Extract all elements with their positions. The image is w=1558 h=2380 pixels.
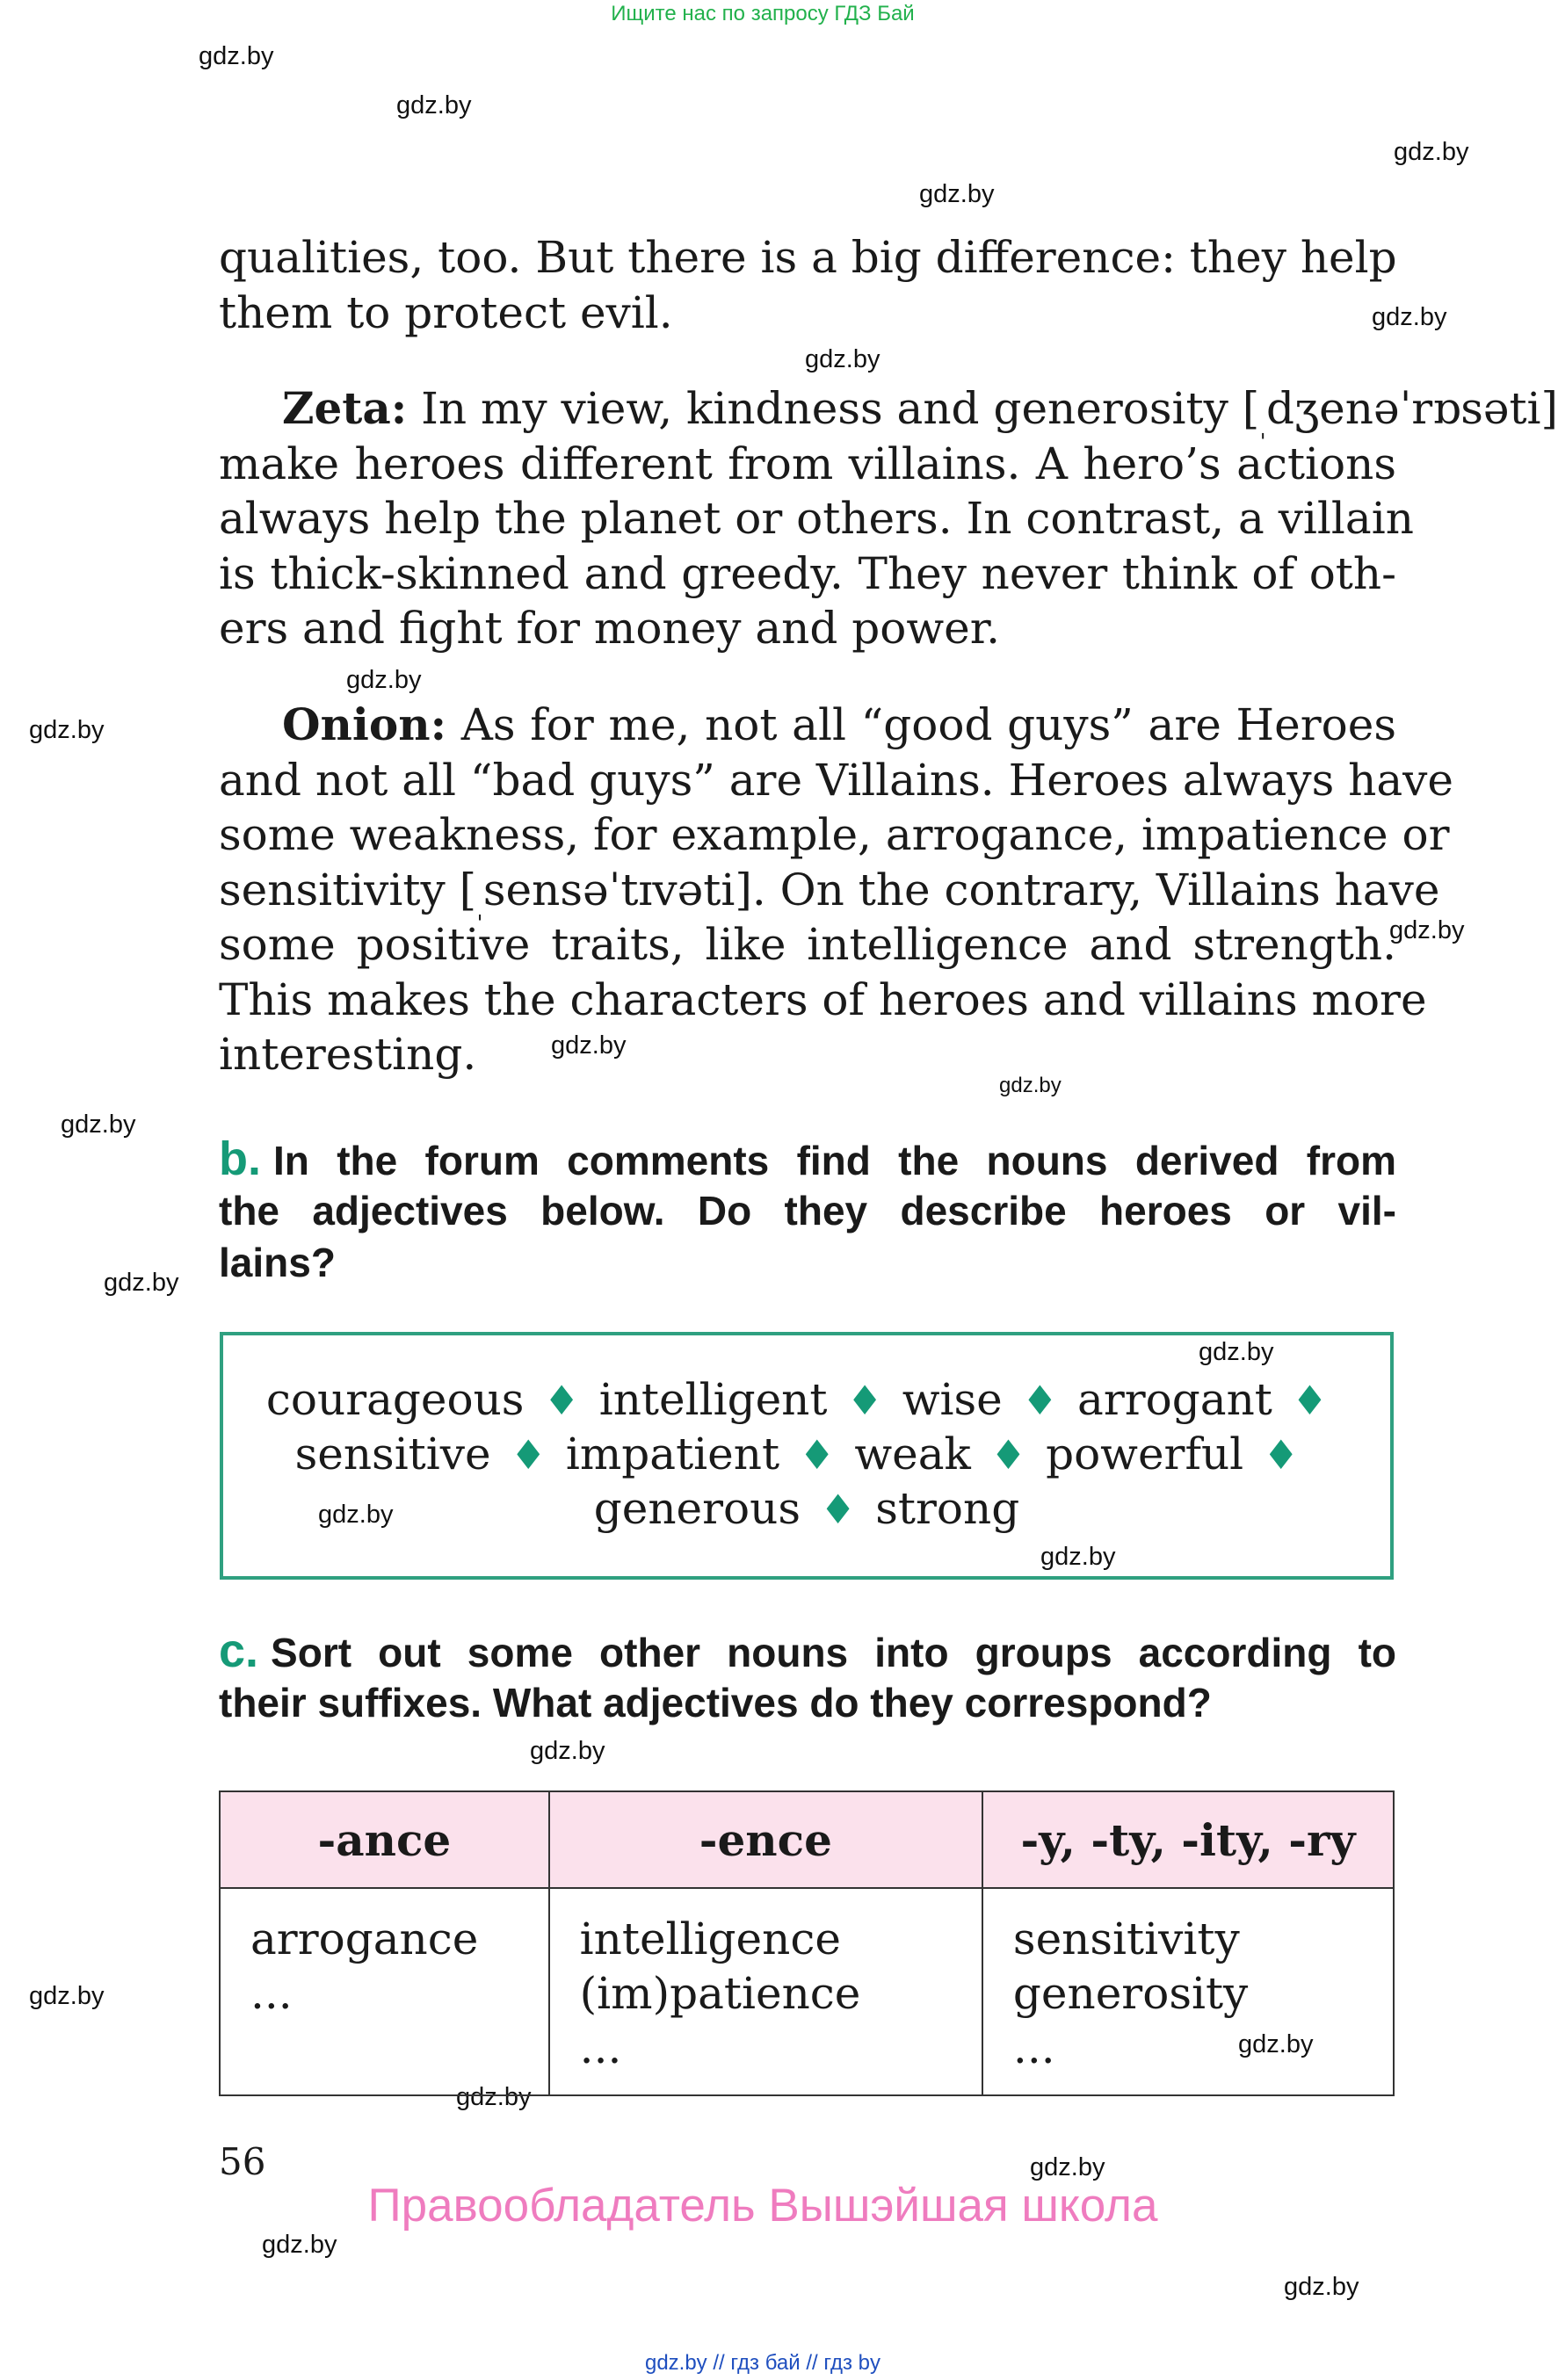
task-letter: c. [219,1624,259,1677]
copyright-notice: Правообладатель Вышэйшая школа [367,2180,1158,2232]
text-line: interesting. [219,1029,477,1080]
watermark: gdz.by [1389,916,1465,944]
text-fragment: sensitivity [ [219,864,477,915]
word: generous [593,1483,801,1534]
cell-word: ... [1012,2022,1055,2073]
word-row [223,1429,1390,1479]
text-line: ers and fight for money and power. [219,603,1001,654]
ipa-text: dʒenəˈrɒsəti] [1265,383,1558,434]
task-b [219,1133,1396,1289]
word: powerful [1046,1429,1244,1479]
word: arrogant [1077,1374,1272,1425]
column-header: -y, -ty, -ity, -ry [982,1791,1394,1888]
watermark: gdz.by [999,1074,1062,1097]
text-fragment: In my view, kindness and generosity [ [407,383,1260,434]
task-line: the adjectives below. Do they describe heroes or vil- [219,1188,1396,1233]
task-letter: b. [219,1132,261,1185]
search-hint[interactable]: Ищите нас по запросу ГДЗ Бай [611,2,915,25]
word: intelligent [598,1374,828,1425]
table-row [220,1888,1394,2095]
word: strong [875,1483,1020,1534]
watermark: gdz.by [262,2231,337,2259]
task-text: In the forum comments find the nouns derived from [273,1138,1396,1183]
text-line: make heroes different from villains. A hero’s actions [219,438,1396,489]
watermark: gdz.by [318,1501,394,1529]
watermark: gdz.by [1372,303,1447,331]
speaker-onion: Onion: [282,698,447,750]
word: weak [854,1429,971,1479]
text-line: and not all “bad guys” are Villains. Heroes always have [219,754,1453,806]
watermark: gdz.by [1394,138,1469,166]
task-line: their suffixes. What adjectives do they correspond? [219,1680,1212,1725]
word: courageous [265,1374,525,1425]
diamond-icon: ♦ [846,1377,883,1424]
diamond-icon: ♦ [1021,1377,1059,1424]
paragraph-continuation [219,230,1396,340]
watermark: gdz.by [61,1110,136,1139]
task-line: lains? [219,1240,336,1285]
text-line: always help the planet or others. In contrast, a villain [219,493,1414,544]
text-line: is thick-skinned and greedy. They never think of oth- [219,547,1396,599]
watermark: gdz.by [29,716,105,744]
text-line [219,863,1440,923]
text-fragment: As for me, not all “good guys” are Heroes [446,699,1396,750]
cell-word: ... [579,2022,622,2073]
diamond-icon: ♦ [1263,1431,1300,1479]
watermark: gdz.by [29,1982,105,2010]
watermark: gdz.by [551,1031,627,1060]
column-header: -ance [220,1791,549,1888]
text-line: some weakness, for example, arrogance, impatience or [219,809,1450,860]
watermark: gdz.by [530,1737,605,1765]
table-cell [220,1888,549,2095]
watermark: gdz.by [805,345,880,373]
task-text: Sort out some other nouns into groups according to [271,1630,1396,1675]
text-line: qualities, too. But there is a big difference: they help [219,232,1397,283]
column-header: -ence [549,1791,982,1888]
watermark: gdz.by [1040,1543,1116,1571]
task-line [219,1133,1396,1185]
watermark: gdz.by [1284,2273,1359,2301]
word: impatient [565,1429,780,1479]
cell-word: intelligence [579,1913,841,1964]
diamond-icon: ♦ [989,1431,1027,1479]
diamond-icon: ♦ [543,1377,580,1424]
watermark: gdz.by [1199,1338,1274,1366]
word: wise [902,1374,1003,1425]
watermark: gdz.by [456,2083,532,2111]
watermark: gdz.by [1238,2030,1314,2058]
word: sensitive [294,1429,491,1479]
table-cell [982,1888,1394,2095]
footer-links[interactable]: gdz.by // гдз бай // гдз by [644,2351,881,2375]
watermark: gdz.by [1030,2153,1105,2181]
cell-word: arrogance [250,1913,479,1964]
suffix-table [219,1790,1395,2096]
task-c [219,1625,1396,1729]
word-row [223,1483,1390,1534]
task-line [219,1625,1396,1677]
watermark: gdz.by [396,91,472,119]
paragraph-zeta [219,381,1558,656]
diamond-icon: ♦ [1291,1377,1329,1424]
diamond-icon: ♦ [510,1431,547,1479]
speaker-zeta: Zeta: [282,382,408,434]
cell-word: sensitivity [1012,1913,1240,1964]
table-header-row [220,1791,1394,1888]
table-cell [549,1888,982,2095]
watermark: gdz.by [919,180,995,208]
text-line [219,698,1396,753]
watermark: gdz.by [104,1269,179,1297]
text-line: This makes the characters of heroes and villains more [219,973,1427,1025]
watermark: gdz.by [346,666,422,694]
ipa-mark: ˌ [1259,413,1266,442]
text-line: some positive traits, like intelligence and strength. [219,919,1396,970]
cell-word: generosity [1012,1968,1249,2019]
diamond-icon: ♦ [820,1486,857,1533]
watermark: gdz.by [199,42,274,70]
page-number: 56 [219,2140,266,2183]
text-line [219,381,1558,442]
ipa-mark: ˌ [476,893,483,923]
cell-word: ... [250,1968,293,2019]
word-row [223,1374,1390,1425]
word-box [220,1332,1394,1580]
diamond-icon: ♦ [799,1431,836,1479]
text-line: them to protect evil. [219,286,673,338]
text-fragment: sensəˈtɪvəti]. On the contrary, Villains have [482,864,1440,915]
cell-word: (im)patience [579,1968,861,2019]
